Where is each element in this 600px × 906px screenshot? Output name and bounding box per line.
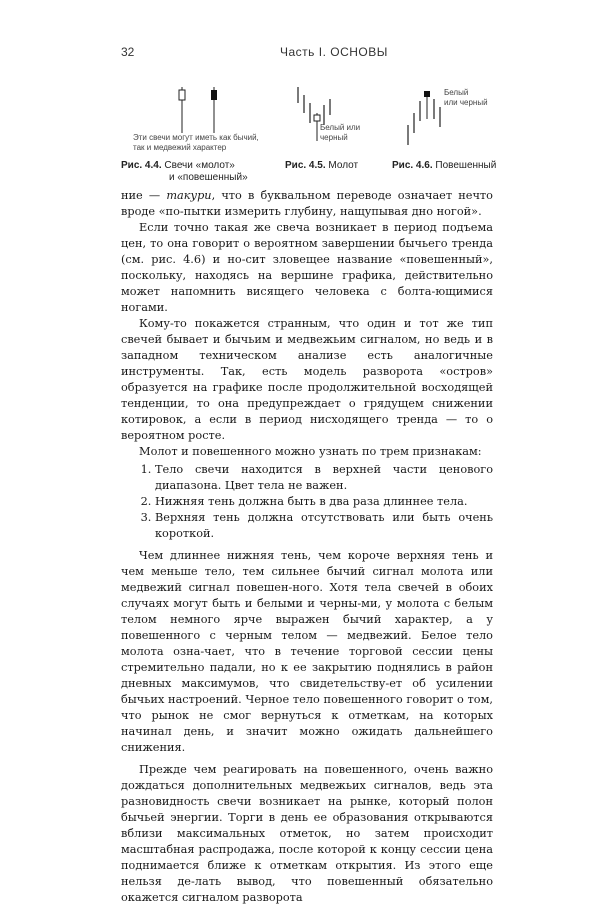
hammer-candle-white-body — [179, 90, 185, 100]
paragraph-1: ние — такури, что в буквальном переводе означает нечто вроде «по-пытки измерить глубину, нащупывая дно ногой». — [121, 189, 493, 218]
page-header — [0, 45, 600, 65]
paragraph-3: Кому-то покажется странным, что один и тот же тип свечей бывает и бычьим и медвежьим сигналом, но ведь и в западном техническом анализе есть аналогичные инструменты. Так, есть модель разворота «остров» образуется на графике после продолжительной восходящей тенденции, то она предупреждает о грядущем снижении котировок, а если в период нисходящего тренда — то о вероятном росте. — [121, 317, 493, 442]
body-text — [121, 188, 493, 906]
fig-4-6-caption: Рис. 4.6. Повешенный — [392, 160, 497, 171]
paragraph-4: Молот и повешенного можно узнать по трем признакам: — [139, 445, 482, 458]
list-item: 3. Верхняя тень должна отсутствовать или быть очень короткой. — [155, 510, 493, 542]
list-item: 2. Нижняя тень должна быть в два раза длиннее тела. — [155, 494, 493, 510]
hanging-man-body — [424, 91, 430, 97]
fig-4-5-note: Белый или черный — [320, 123, 361, 142]
page-number: 32 — [121, 45, 135, 59]
criteria-list — [121, 462, 493, 542]
hammer-candle-black-body — [211, 90, 217, 100]
running-title: Часть I. ОСНОВЫ — [280, 45, 388, 59]
list-item: 1. Тело свечи находится в верхней части ценового диапазона. Цвет тела не важен. — [155, 462, 493, 494]
figure-row — [0, 80, 600, 183]
paragraph-5: Чем длиннее нижняя тень, чем короче верхняя тень и чем меньше тело, тем сильнее бычий сигнал молота или медвежий сигнал повешен-ного. Хотя тела свечей в обоих случаях могут быть и белыми и черны-ми, у молота с белым телом немного ярче выражен бычий характер, а у повешенного с черным телом — медвежий. Белое тело молота озна-чает, что в течение торговой сессии цены стремительно падали, но к ее закрытию поднялись в район дневных максимумов, что свидетельству-ет об усилении бычьих настроений. Черное тело повешенного говорит о том, что рынок не смог вернуться к отметкам, на которых начинал день, и значит можно ожидать дальнейшего снижения. — [121, 549, 493, 754]
paragraph-2: Если точно такая же свеча возникает в период подъема цен, то она говорит о вероятном завершении бычьего тренда (см. рис. 4.6) и но-сит зловещее название «повешенный», поскольку, находясь на вершине графика, действительно может напомнить висящего человека с болта-ющимися ногами. — [121, 221, 493, 314]
fig-4-5-chart — [290, 85, 360, 155]
paragraph-6: Прежде чем реагировать на повешенного, очень важно дождаться дополнительных медвежьих сигналов, ведь эта разновидность свечи возникает на рынке, который полон бычьей энергии. Торги в день ее образования открываются вблизи максимальных отметок, но затем происходит масштабная распродажа, после которой к концу сессии цена поднимается ближе к отметкам открытия. Из этого еще нельзя де-лать вывод, что повешенный обязательно окажется сигналом разворота — [121, 763, 493, 904]
fig-4-4-caption: Рис. 4.4. Свечи «молот» и «повешенный» — [121, 160, 248, 183]
fig-4-4-note: Эти свечи могут иметь как бычий, так и медвежий характер — [133, 133, 259, 152]
fig-4-5-caption: Рис. 4.5. Молот — [285, 160, 359, 171]
hammer-body — [314, 115, 320, 121]
fig-4-4-candles — [170, 85, 230, 135]
fig-4-6-note: Белый или черный — [444, 88, 488, 107]
